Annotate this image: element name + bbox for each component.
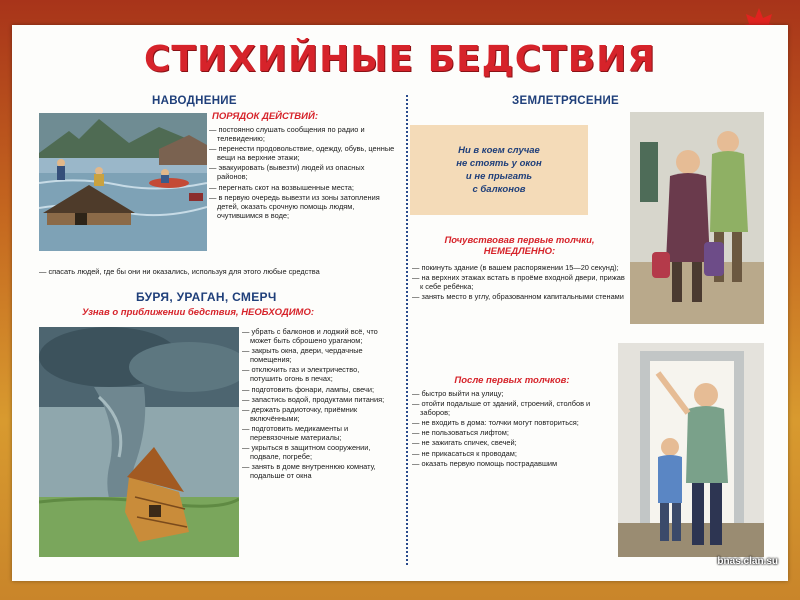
list-item: — покинуть здание (в вашем распоряжении 15—20 секунд);	[412, 263, 627, 272]
doorway-illustration	[618, 343, 764, 557]
after-shocks-heading: После первых толчков:	[454, 375, 570, 386]
list-item: — закрыть окна, двери, чердачные помещения;	[242, 346, 392, 364]
storm-action-list	[242, 327, 392, 482]
warning-box	[410, 125, 588, 215]
storm-subheading: Узнав о приближении бедствия, НЕОБХОДИМО:	[82, 307, 315, 318]
list-item: — спасать людей, где бы они ни оказались, используя для этого любые средства	[39, 267, 389, 276]
list-item: — отойти подальше от зданий, строений, столбов и заборов;	[412, 399, 612, 417]
column-divider	[406, 95, 408, 565]
list-item: — перенести продовольствие, одежду, обувь, ценные вещи на верхние этажи;	[209, 144, 397, 162]
list-item: — запастись водой, продуктами питания;	[242, 395, 392, 404]
first-shocks-heading: Почувствовав первые толчки, НЕМЕДЛЕННО:	[444, 235, 595, 257]
list-item: — занять место в углу, образованном капитальными стенами	[412, 292, 627, 301]
list-item: — в первую очередь вывезти из зоны затопления детей, оказать срочную помощь людям, очутившимся в воде;	[209, 193, 397, 220]
after-shocks-list	[412, 389, 612, 469]
list-item: — не прикасаться к проводам;	[412, 449, 612, 458]
storm-heading: БУРЯ, УРАГАН, СМЕРЧ	[136, 290, 277, 304]
list-item: — подготовить фонари, лампы, свечи;	[242, 385, 392, 394]
warning-text: Ни в коем случае не стоять у окон и не прыгать с балконов	[456, 145, 542, 195]
list-item: — не зажигать спичек, свечей;	[412, 438, 612, 447]
list-item: — эвакуировать (вывезти) людей из опасных районов;	[209, 163, 397, 181]
poster	[12, 25, 788, 581]
list-item: — отключить газ и электричество, потушить огонь в печах;	[242, 365, 392, 383]
list-item: — на верхних этажах встать в проёме входной двери, прижав к себе ребёнка;	[412, 273, 627, 291]
list-item: — быстро выйти на улицу;	[412, 389, 612, 398]
first-shocks-list	[412, 263, 627, 302]
flood-illustration	[39, 113, 207, 251]
flood-heading: НАВОДНЕНИЕ	[152, 95, 237, 107]
list-item: — не пользоваться лифтом;	[412, 428, 612, 437]
list-item: — не входить в дома: толчки могут повториться;	[412, 418, 612, 427]
list-item: — подготовить медикаменты и перевязочные материалы;	[242, 424, 392, 442]
list-item: — оказать первую помощь пострадавшим	[412, 459, 612, 468]
watermark: bnas.clan.su	[717, 556, 778, 567]
tornado-illustration	[39, 327, 239, 557]
list-item: — занять в доме внутреннюю комнату, подальше от окна	[242, 462, 392, 480]
quake-heading: ЗЕМЛЕТРЯСЕНИЕ	[512, 95, 619, 107]
list-item: — перегнать скот на возвышенные места;	[209, 183, 397, 192]
evacuation-illustration	[630, 112, 764, 324]
list-item: — держать радиоточку, приёмник включёнными;	[242, 405, 392, 423]
list-item: — постоянно слушать сообщения по радио и телевидению;	[209, 125, 397, 143]
flood-action-list	[209, 125, 397, 221]
list-item: — убрать с балконов и лоджий всё, что может быть сброшено ураганом;	[242, 327, 392, 345]
page-title: СТИХИЙНЫЕ БЕДСТВИЯ	[143, 39, 657, 80]
flood-last-item	[39, 267, 389, 277]
list-item: — укрыться в защитном сооружении, подвале, погребе;	[242, 443, 392, 461]
flood-subheading: ПОРЯДОК ДЕЙСТВИЙ:	[212, 111, 318, 122]
